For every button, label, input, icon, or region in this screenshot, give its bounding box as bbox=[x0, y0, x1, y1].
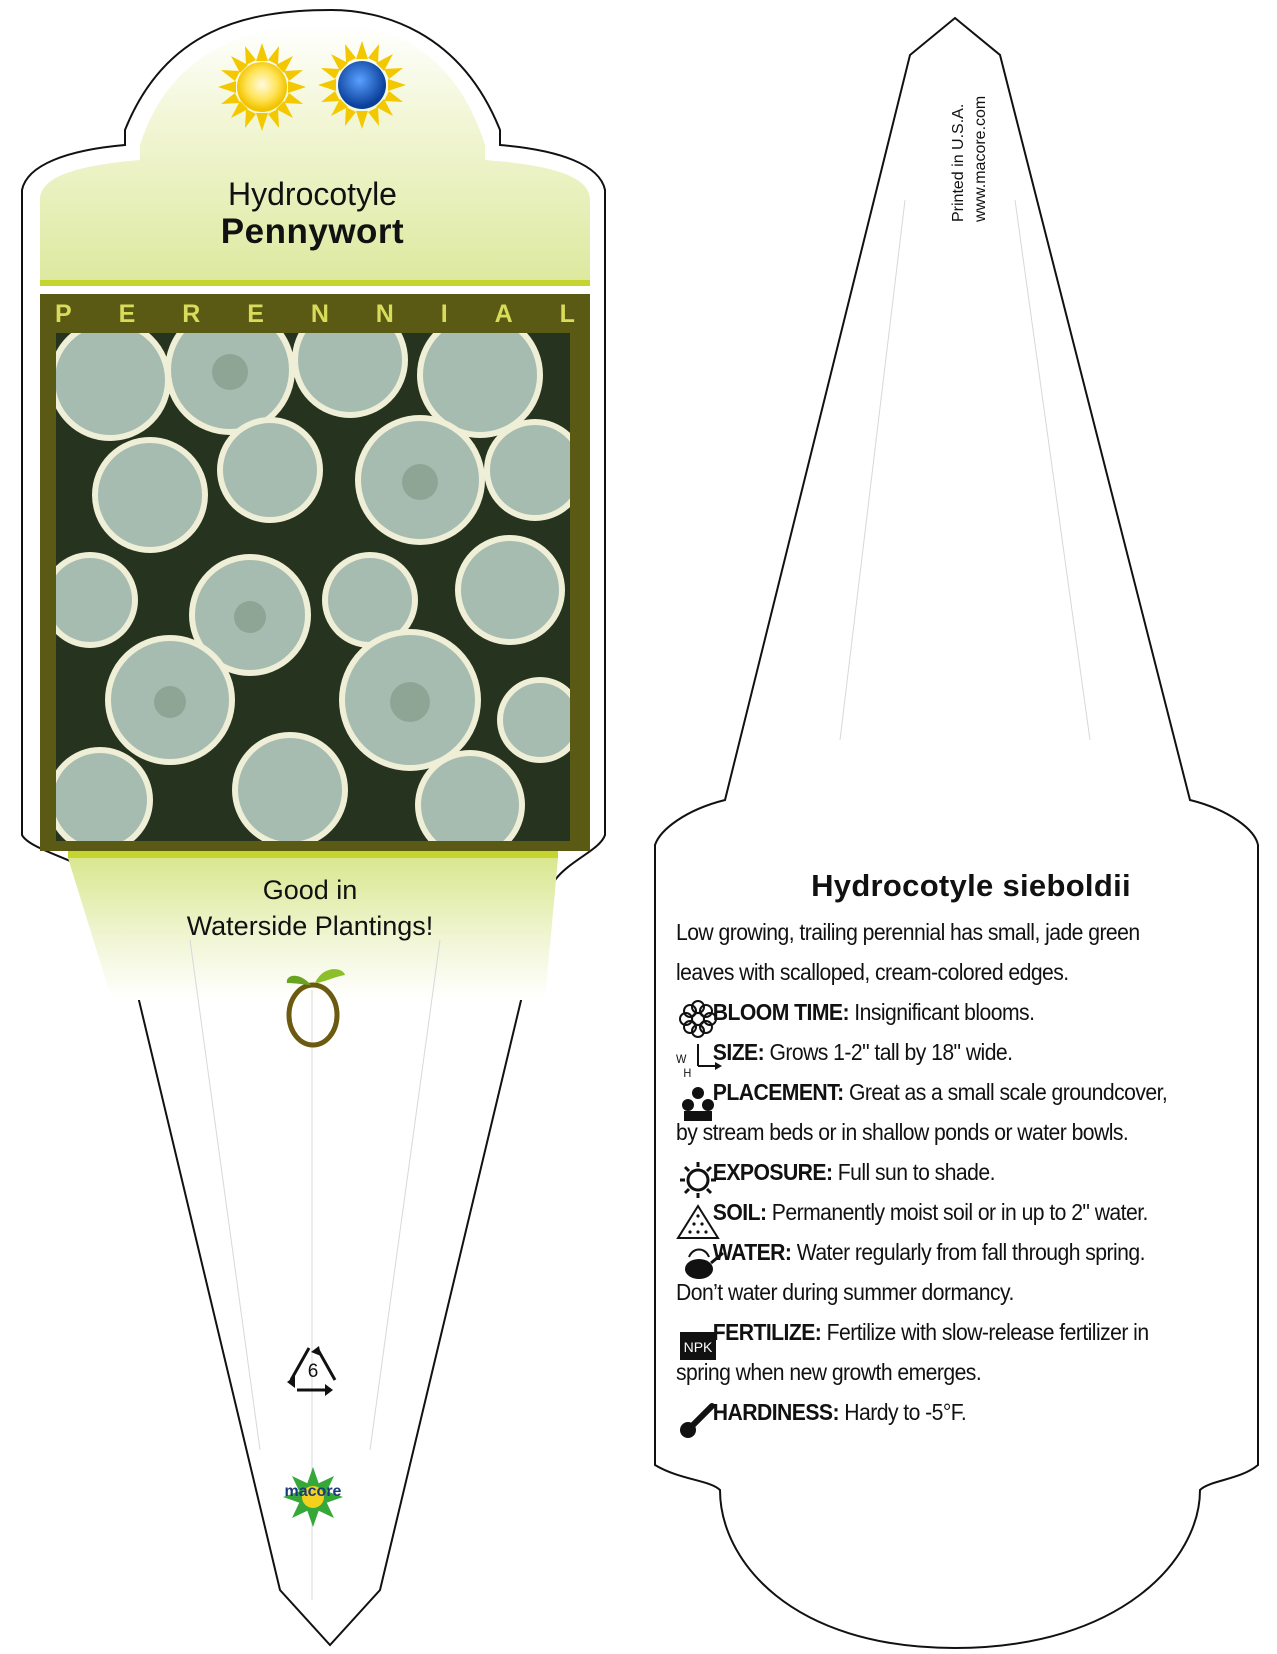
npk-label: NPK bbox=[683, 1339, 713, 1355]
water-row bbox=[676, 1232, 1265, 1272]
brand-logo-text: macore bbox=[284, 1483, 342, 1500]
plant-genus: Hydrocotyle bbox=[228, 176, 397, 212]
bloom-time-label: BLOOM TIME: bbox=[712, 999, 849, 1025]
size-h-label: H bbox=[683, 1066, 691, 1080]
tagline-line1: Good in bbox=[262, 875, 358, 905]
plant-type-letter: A bbox=[494, 300, 513, 328]
care-info bbox=[676, 868, 1266, 1432]
plant-type-letter: L bbox=[559, 300, 575, 328]
water-value: Water regularly from fall through spring. bbox=[796, 1239, 1145, 1265]
bloom-time-row bbox=[676, 992, 1265, 1032]
plant-type-letter: N bbox=[375, 300, 394, 328]
placement-label: PLACEMENT: bbox=[712, 1079, 844, 1105]
exposure-value: Full sun to shade. bbox=[837, 1159, 995, 1185]
soil-value: Permanently moist soil or in up to 2" water. bbox=[771, 1199, 1148, 1225]
hardiness-label: HARDINESS: bbox=[712, 1399, 839, 1425]
fertilize-value: Fertilize with slow-release fertilizer in bbox=[826, 1319, 1149, 1345]
printed-in-usa: Printed in U.S.A. bbox=[950, 103, 967, 222]
fertilize-line2: spring when new growth emerges. bbox=[676, 1359, 982, 1385]
plant-type-banner bbox=[55, 300, 575, 329]
description-line1: Low growing, trailing perennial has small, jade green bbox=[676, 919, 1140, 945]
botanical-name: Hydrocotyle sieboldii bbox=[811, 868, 1131, 903]
placement-line2: by stream beds or in shallow ponds or water bowls. bbox=[676, 1119, 1129, 1145]
recycle-code: 6 bbox=[307, 1361, 319, 1382]
description-line2: leaves with scalloped, cream-colored edges. bbox=[676, 959, 1069, 985]
soil-row bbox=[676, 1192, 1265, 1232]
tagline-line2: Waterside Plantings! bbox=[186, 911, 434, 941]
exposure-row bbox=[676, 1152, 1265, 1192]
plant-type-letter: E bbox=[247, 300, 264, 328]
plant-type-letter: N bbox=[310, 300, 329, 328]
plant-common-name: Pennywort bbox=[220, 212, 405, 251]
size-row bbox=[676, 1032, 1265, 1080]
hardiness-value: Hardy to -5°F. bbox=[844, 1399, 967, 1425]
fertilize-row bbox=[676, 1312, 1265, 1352]
placement-value: Great as a small scale groundcover, bbox=[848, 1079, 1168, 1105]
plant-type-letter: P bbox=[55, 300, 72, 328]
placement-row bbox=[676, 1072, 1265, 1112]
fertilize-label: FERTILIZE: bbox=[712, 1319, 822, 1345]
size-label: SIZE: bbox=[712, 1039, 765, 1065]
plant-description bbox=[676, 912, 1265, 1432]
water-label: WATER: bbox=[712, 1239, 792, 1265]
water-line2: Don’t water during summer dormancy. bbox=[676, 1279, 1014, 1305]
size-value: Grows 1-2" tall by 18" wide. bbox=[769, 1039, 1013, 1065]
bloom-time-value: Insignificant blooms. bbox=[854, 999, 1035, 1025]
exposure-label: EXPOSURE: bbox=[712, 1159, 833, 1185]
hardiness-row bbox=[676, 1392, 1265, 1432]
size-w-label: W bbox=[676, 1052, 686, 1066]
website-url: www.macore.com bbox=[972, 95, 989, 222]
plant-type-letter: R bbox=[182, 300, 201, 328]
plant-type-letter: E bbox=[118, 300, 136, 328]
plant-type-letter: I bbox=[440, 300, 448, 328]
soil-label: SOIL: bbox=[712, 1199, 767, 1225]
print-info bbox=[950, 95, 989, 402]
tagline bbox=[110, 872, 510, 944]
